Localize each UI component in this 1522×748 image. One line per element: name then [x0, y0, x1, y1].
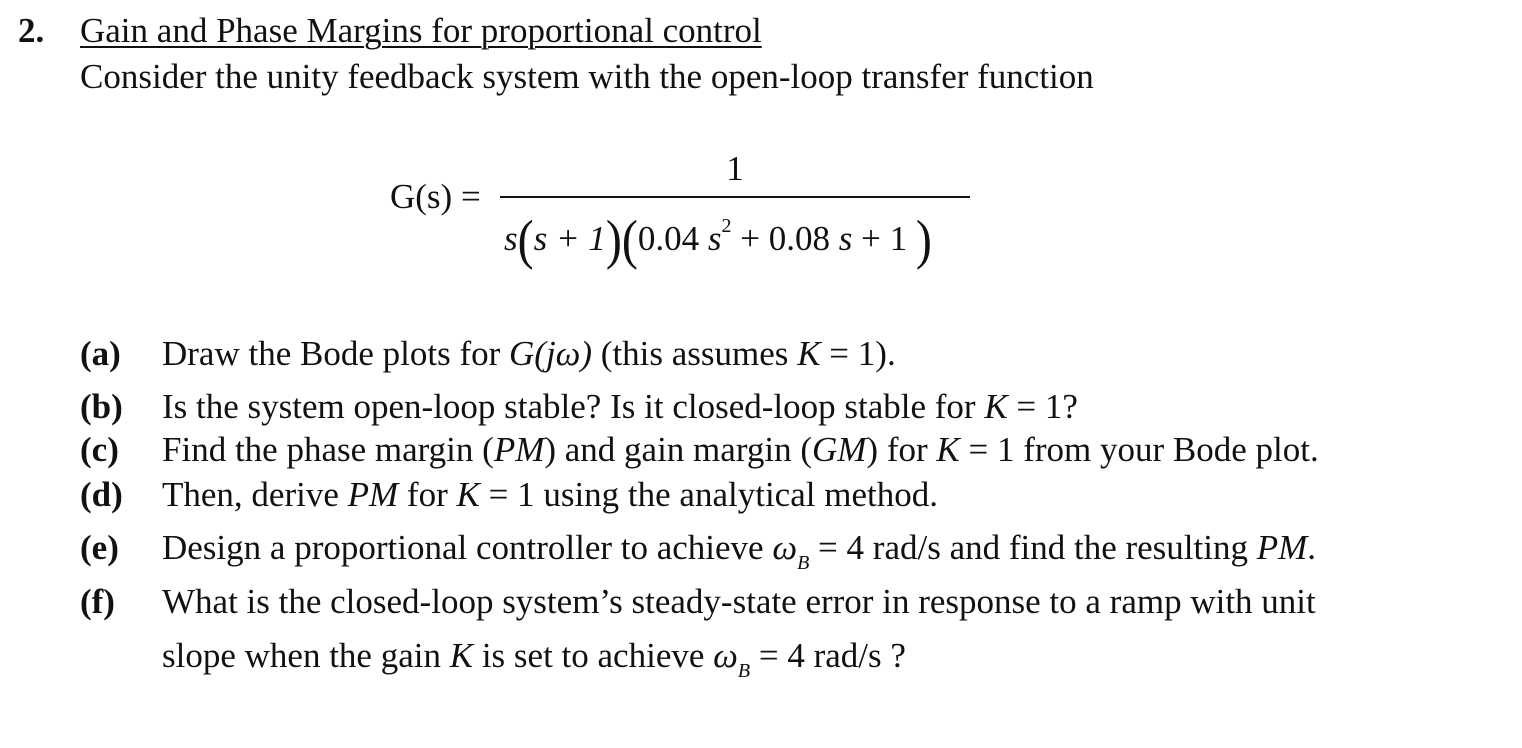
item-e-omega: ω	[772, 528, 798, 567]
item-a-text	[162, 333, 896, 375]
problem-title: Gain and Phase Margins for proportional control	[80, 11, 762, 50]
item-d-label: (d)	[80, 475, 123, 514]
item-d-t2: for	[398, 475, 457, 514]
item-a-math: G(jω)	[509, 334, 593, 373]
item-e-pm: PM	[1256, 528, 1308, 567]
item-b-label: (b)	[80, 387, 123, 426]
item-c-text	[162, 429, 1319, 471]
item-f-text-line2	[162, 635, 906, 683]
item-e-t2: = 4 rad/s and find the resulting	[809, 528, 1257, 567]
item-b-t2: = 1?	[1007, 387, 1078, 426]
item-d-k: K	[456, 475, 480, 514]
equation-lhs: G(s) =	[390, 177, 481, 216]
item-e-t1: Design a proportional controller to achieve	[162, 528, 773, 567]
paren-close-1: )	[605, 209, 622, 271]
item-c-pm: PM	[493, 430, 545, 469]
item-b-t1: Is the system open-loop stable? Is it closed-loop stable for	[162, 387, 985, 426]
item-c-gm: GM	[811, 430, 867, 469]
item-b-text	[162, 386, 1078, 428]
paren-open-1: (	[517, 209, 534, 271]
item-e-omega-sub: B	[797, 552, 810, 574]
item-c-t1: Find the phase margin (	[162, 430, 494, 469]
item-c-t3: ) for	[866, 430, 937, 469]
item-a-t3: = 1).	[820, 334, 896, 373]
item-f-t4: = 4 rad/s ?	[750, 636, 906, 675]
item-c-label: (c)	[80, 430, 119, 469]
paren-close-2: )	[915, 209, 932, 271]
item-d-t1: Then, derive	[162, 475, 348, 514]
item-f-label: (f)	[80, 582, 115, 621]
problem-number: 2.	[18, 11, 45, 50]
equation-denominator	[504, 209, 932, 271]
item-e-label: (e)	[80, 528, 119, 567]
item-f-text-line1: What is the closed-loop system’s steady-state error in response to a ramp with unit	[162, 582, 1316, 621]
item-b-k: K	[984, 387, 1008, 426]
denom-s-plus-1: s + 1	[533, 219, 606, 258]
item-d-text	[162, 474, 938, 516]
item-d-pm: PM	[347, 475, 399, 514]
equation-numerator: 1	[726, 149, 744, 188]
item-e-t3: .	[1307, 528, 1317, 567]
item-f-omega: ω	[713, 636, 738, 675]
denom-coef-2: + 0.08	[740, 219, 830, 258]
item-f-t2: slope when the gain	[162, 636, 450, 675]
item-c-t2: ) and gain margin (	[544, 430, 812, 469]
denom-s-squared: s	[707, 219, 722, 258]
denom-s: s	[504, 219, 518, 258]
denom-exponent: 2	[721, 215, 732, 237]
item-c-t4: = 1 from your Bode plot.	[959, 430, 1319, 469]
item-f-k: K	[449, 636, 474, 675]
fraction-bar	[500, 196, 970, 198]
item-f-t3: is set to achieve	[473, 636, 714, 675]
item-a-k: K	[797, 334, 821, 373]
item-c-k: K	[936, 430, 960, 469]
denom-s-linear: s	[838, 219, 853, 258]
item-a-t2: (this assumes	[592, 334, 798, 373]
problem-intro: Consider the unity feedback system with the open-loop transfer function	[80, 57, 1094, 96]
item-a-t1: Draw the Bode plots for	[162, 334, 510, 373]
denom-plus-1: + 1	[861, 219, 908, 258]
item-e-text	[162, 527, 1316, 575]
item-d-t3: = 1 using the analytical method.	[479, 475, 938, 514]
denom-coef-1: 0.04	[637, 219, 700, 258]
paren-open-2: (	[621, 209, 638, 271]
item-f-omega-sub: B	[737, 660, 751, 682]
item-a-label: (a)	[80, 334, 121, 373]
